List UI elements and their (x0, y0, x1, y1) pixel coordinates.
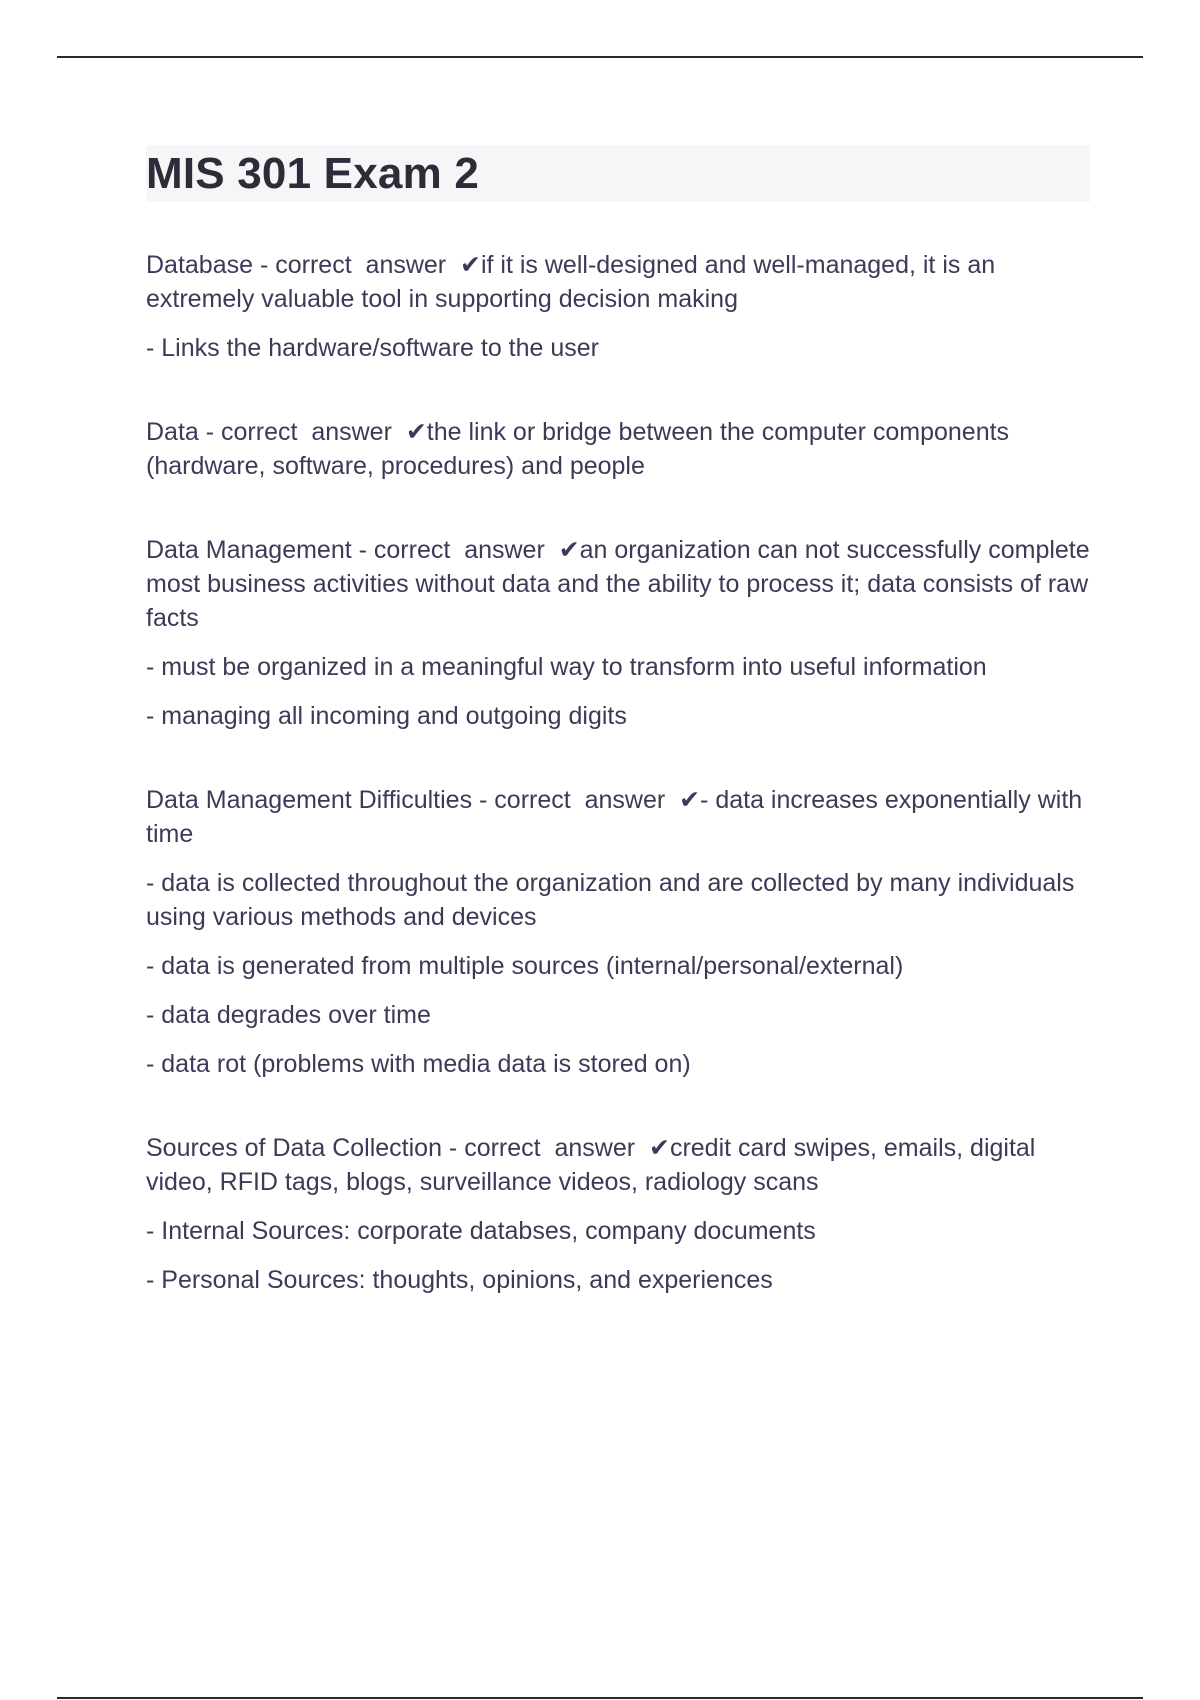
entry-term: Data Management (146, 536, 352, 564)
entry-bullet-point: - Links the hardware/software to the user (146, 334, 600, 362)
entry-term: Data Management Difficulties (146, 786, 473, 814)
entry-bullet-point: - data is collected throughout the organization and are collected by many individuals using various methods and devices (146, 869, 1075, 931)
qa-entry (146, 783, 1090, 1081)
checkmark-icon: ✔ (648, 1134, 670, 1162)
footer-rule (57, 1697, 1143, 1699)
checkmark-icon: ✔ (405, 418, 427, 446)
entry-answer-text: if it is well-designed and well-managed, it is an extremely valuable tool in supporting decision making (146, 251, 996, 313)
qa-entry (146, 248, 1090, 365)
entry-answer-label: - correct answer (351, 536, 559, 564)
entry-definition-line (146, 533, 1090, 635)
entry-bullet-point: - data degrades over time (146, 1001, 431, 1029)
page-title: MIS 301 Exam 2 (146, 148, 479, 198)
entry-bullet-point: - data rot (problems with media data is stored on) (146, 1050, 691, 1078)
qa-entry (146, 415, 1090, 483)
entry-answer-label: - correct answer (472, 786, 680, 814)
qa-entry (146, 533, 1090, 733)
entry-definition-line (146, 248, 1090, 316)
title-bar (146, 145, 1090, 202)
entry-definition-line (146, 1131, 1090, 1199)
document-body (146, 145, 1090, 1347)
entry-answer-text: - data increases exponentially with time (146, 786, 1083, 848)
entry-bullet-point: - must be organized in a meaningful way to transform into useful information (146, 653, 987, 681)
entry-answer-text: an organization can not successfully complete most business activities without data and the ability to process it; data consists of raw facts (146, 536, 1090, 632)
entry-answer-label: - correct answer (441, 1134, 649, 1162)
entry-bullet-point: - Internal Sources: corporate databses, company documents (146, 1217, 816, 1245)
entry-bullet-point: - managing all incoming and outgoing digits (146, 702, 627, 730)
entry-term: Data (146, 418, 199, 446)
entry-bullet-point: - data is generated from multiple sources (internal/personal/external) (146, 952, 904, 980)
entry-term: Sources of Data Collection (146, 1134, 442, 1162)
checkmark-icon: ✔ (460, 251, 481, 279)
entry-answer-text: the link or bridge between the computer components (hardware, software, procedures) and people (146, 418, 1010, 480)
entry-answer-text: credit card swipes, emails, digital video, RFID tags, blogs, surveillance videos, radiology scans (146, 1134, 1036, 1196)
checkmark-icon: ✔ (558, 536, 580, 564)
entry-answer-label: - correct answer (198, 418, 406, 446)
qa-entry (146, 1131, 1090, 1297)
entry-definition-line (146, 415, 1090, 483)
entry-list (146, 248, 1090, 1297)
entry-bullet-point: - Personal Sources: thoughts, opinions, and experiences (146, 1266, 773, 1294)
header-rule (57, 56, 1143, 58)
checkmark-icon: ✔ (679, 786, 701, 814)
entry-definition-line (146, 783, 1090, 851)
entry-answer-label: - correct answer (253, 251, 461, 279)
entry-term: Database (146, 251, 254, 279)
